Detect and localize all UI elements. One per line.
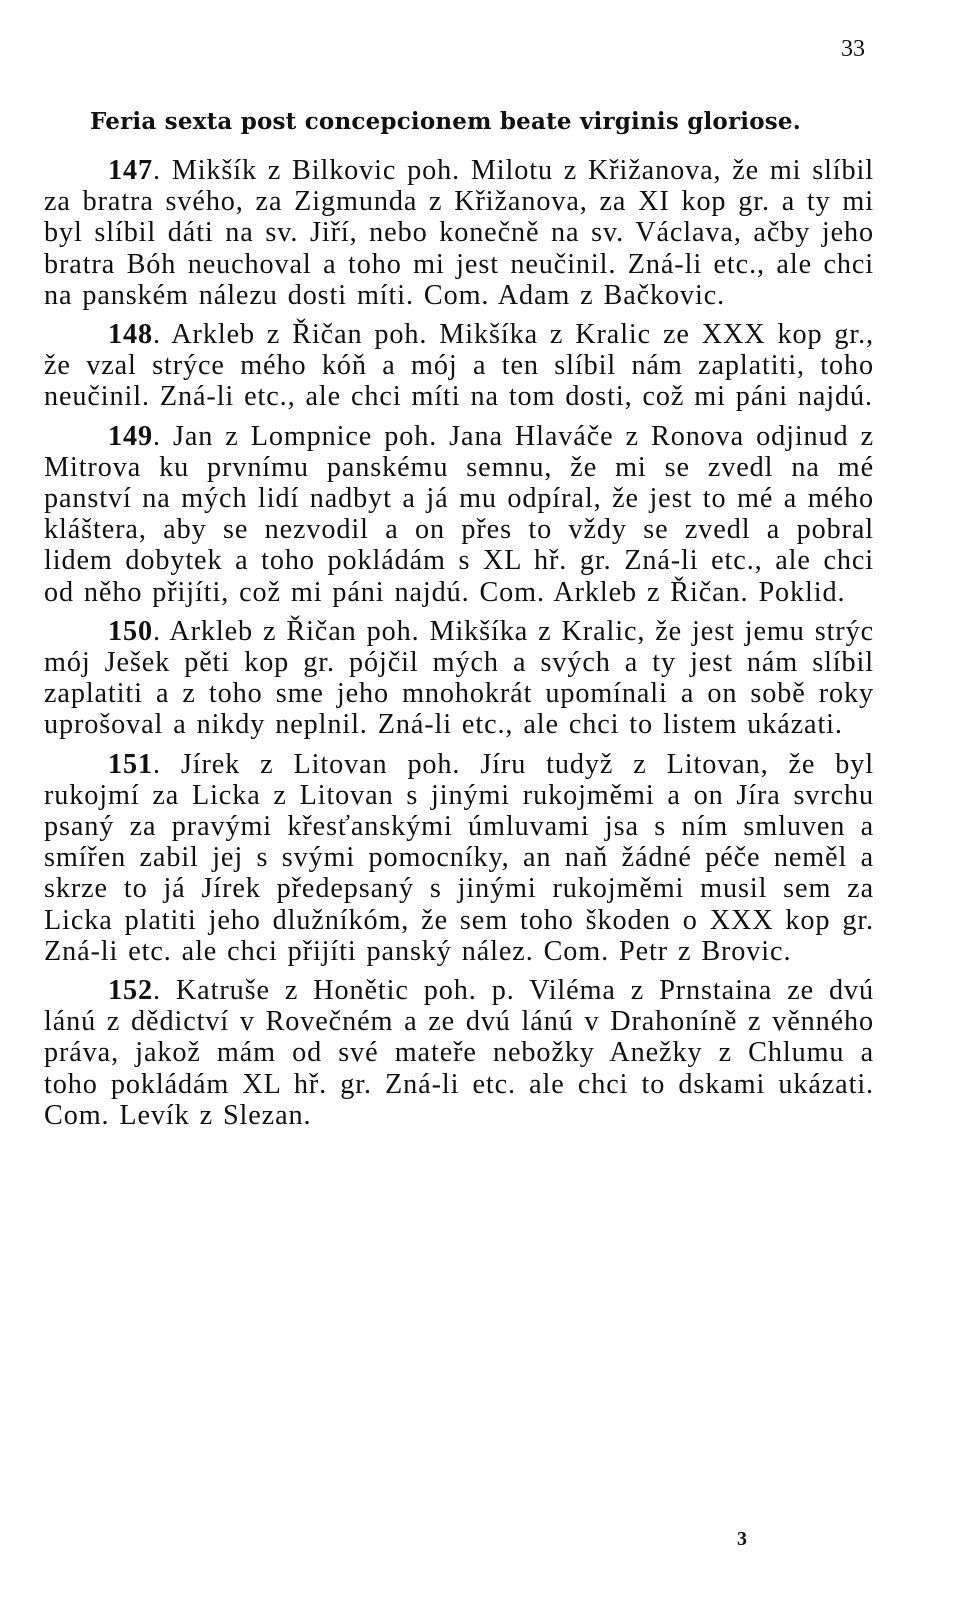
entry-number: 152 bbox=[108, 975, 153, 1007]
entry-text: . Arkleb z Řičan poh. Mikšíka z Kralic ze XXX kop gr., že vzal strýce mého kóň a mój a ten slíbil nám zaplatiti, toho neučinil. Zná-li etc., ale chci míti na tom dosti, což mi páni najdú. bbox=[44, 319, 874, 413]
page-number: 33 bbox=[841, 36, 865, 62]
section-heading: Feria sexta post concepcionem beate virginis gloriose. bbox=[90, 108, 801, 135]
entry-152 bbox=[44, 975, 874, 1131]
entry-number: 147 bbox=[108, 155, 153, 186]
entry-number: 150 bbox=[108, 615, 153, 647]
entry-number: 148 bbox=[108, 319, 153, 351]
entry-text: . Mikšík z Bilkovic poh. Milotu z Křižanova, že mi slíbil za bratra svého, za Zigmunda z Křižanova, za XI kop gr. a ty mi byl slíbil dáti na sv. Jiří, nebo konečně na sv. Václava, ačby jeho bratra Bóh neuchoval a toho mi jest neučinil. Zná-li etc., ale chci na panském nálezu dosti míti. Com. Adam z Bačkovic. bbox=[44, 155, 874, 311]
entry-149 bbox=[44, 421, 874, 608]
entry-text: . Jírek z Litovan poh. Jíru tudyž z Litovan, že byl rukojmí za Licka z Litovan s jinými rukojměmi a on Jíra svrchu psaný za pravými křesťanskými úmluvami jsa s ním smluven a smířen zabil jej s svými pomocníky, an naň žádné péče neměl a skrze to já Jírek předepsaný s jinými rukojměmi musil sem za Licka platiti jeho dlužníkóm, že sem toho škoden o XXX kop gr. Zná-li etc. ale chci přijíti panský nález. Com. Petr z Brovic. bbox=[44, 748, 874, 967]
entry-150 bbox=[44, 616, 874, 741]
entries-body bbox=[44, 155, 874, 1139]
entry-151 bbox=[44, 749, 874, 967]
entry-text: . Arkleb z Řičan poh. Mikšíka z Kralic, že jest jemu strýc mój Ješek pěti kop gr. pójčil mých a svých a ty jest nám slíbil zaplatiti a z toho sme jeho mnohokrát upomínali a on sobě roky uprošoval a nikdy neplnil. Zná-li etc., ale chci to listem ukázati. bbox=[44, 615, 874, 741]
entry-text: . Jan z Lompnice poh. Jana Hlaváče z Ronova odjinud z Mitrova ku prvnímu panskému semnu, že mi se zvedl na mé panství na mých lidí nadbyt a já mu odpíral, že jest to mé a mého kláštera, aby se nezvodil a on přes to vždy se zvedl a pobral lidem dobytek a toho pokládám s XL hř. gr. Zná-li etc., ale chci od něho přijíti, což mi páni najdú. Com. Arkleb z Řičan. Poklid. bbox=[44, 420, 874, 608]
entry-number: 149 bbox=[108, 420, 153, 452]
entry-number: 151 bbox=[108, 748, 153, 780]
entry-147 bbox=[44, 155, 874, 311]
entry-text: . Katruše z Honětic poh. p. Viléma z Prnstaina ze dvú lánú z dědictví v Rovečném a ze dvú lánú v Drahoníně z věnného práva, jakož mám od své mateře nebožky Anežky z Chlumu a toho pokládám XL hř. gr. Zná-li etc. ale chci to dskami ukázati. Com. Levík z Slezan. bbox=[44, 975, 874, 1131]
signature-mark: 3 bbox=[737, 1528, 747, 1550]
entry-148 bbox=[44, 319, 874, 413]
